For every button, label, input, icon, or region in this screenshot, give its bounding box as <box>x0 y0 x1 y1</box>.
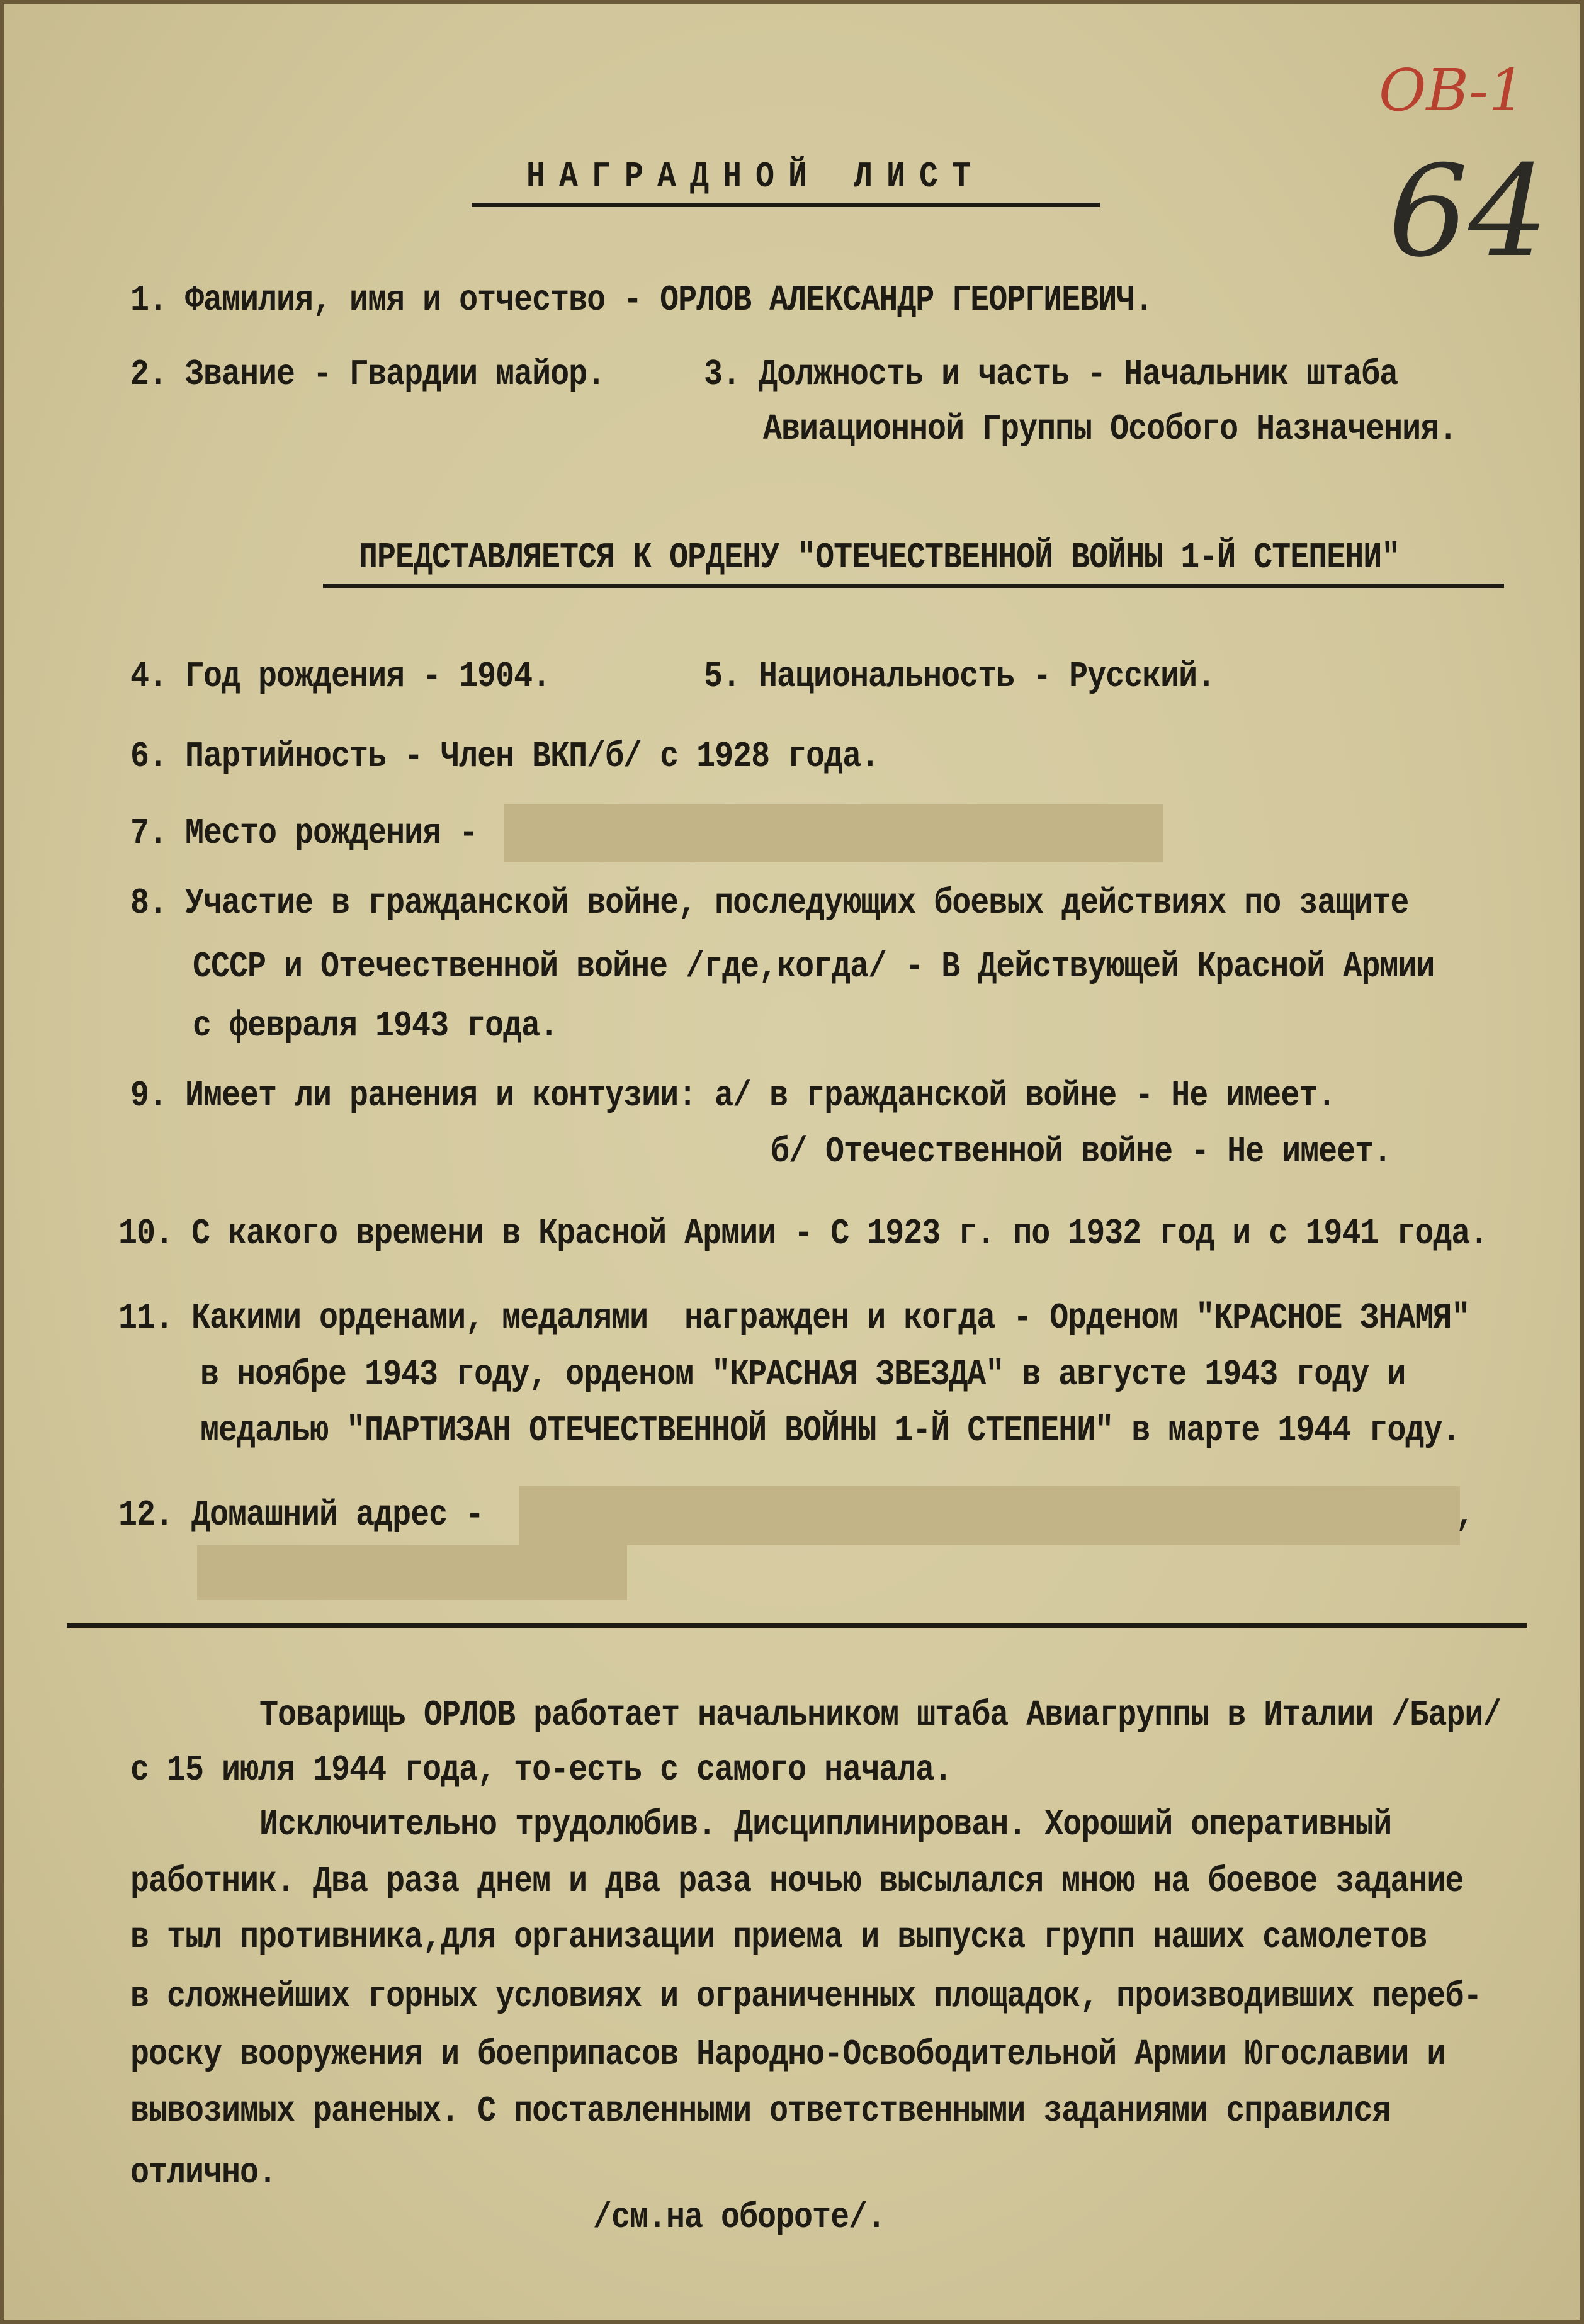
order-underline <box>323 584 1504 588</box>
item-8-line-1: 8. Участие в гражданской войне, последующих боевых действиях по защите <box>130 883 1409 925</box>
item-1-full-name: 1. Фамилия, имя и отчество - ОРЛОВ АЛЕКСАНДР ГЕОРГИЕВИЧ. <box>130 279 1153 322</box>
item-9-line-2: б/ Отечественной войне - Не имеет. <box>771 1131 1392 1173</box>
item-11-line-3: медалью "ПАРТИЗАН ОТЕЧЕСТВЕННОЙ ВОЙНЫ 1-Й СТЕПЕНИ" в марте 1944 году. <box>200 1410 1461 1452</box>
item-11-line-2: в ноябре 1943 году, орденом "КРАСНАЯ ЗВЕЗДА" в августе 1943 году и <box>200 1354 1406 1396</box>
body-line: Товарищь ОРЛОВ работает начальником штаба Авиагруппы в Италии /Бари/ <box>259 1695 1502 1737</box>
item-3-position: 3. Должность и часть - Начальник штаба <box>704 354 1398 396</box>
item-8-line-2: СССР и Отечественной войне /где,когда/ - В Действующей Красной Армии <box>193 946 1435 988</box>
item-3-unit: Авиационной Группы Особого Назначения. <box>763 409 1457 451</box>
item-8-line-3: с февраля 1943 года. <box>193 1005 558 1047</box>
body-line: отлично. <box>130 2152 277 2194</box>
redaction-address-1 <box>519 1486 1460 1545</box>
item-4-birth-year: 4. Год рождения - 1904. <box>130 656 551 698</box>
body-line: вывозимых раненых. С поставленными ответственными заданиями справился <box>130 2090 1391 2133</box>
handwritten-page-number: 64 <box>1388 138 1549 285</box>
item-2-rank: 2. Звание - Гвардии майор. <box>130 354 606 396</box>
award-order-heading: ПРЕДСТАВЛЯЕТСЯ К ОРДЕНУ "ОТЕЧЕСТВЕННОЙ ВОЙНЫ 1-Й СТЕПЕНИ" <box>359 537 1400 579</box>
body-line: Исключительно трудолюбив. Дисциплинирован. Хороший оперативный <box>259 1804 1392 1846</box>
address-comma: , <box>1456 1494 1474 1537</box>
document-title: НАГРАДНОЙ ЛИСТ <box>526 156 985 198</box>
title-underline <box>472 203 1100 207</box>
see-reverse-note: /см.на обороте/. <box>593 2197 886 2239</box>
item-10-service: 10. С какого времени в Красной Армии - С 1923 г. по 1932 год и с 1941 года. <box>118 1213 1488 1255</box>
redaction-birthplace <box>504 804 1163 862</box>
redaction-address-2 <box>197 1545 627 1600</box>
item-7-birthplace: 7. Место рождения - <box>130 813 478 855</box>
item-5-nationality: 5. Национальность - Русский. <box>704 656 1216 698</box>
item-6-party: 6. Партийность - Член ВКП/б/ с 1928 года. <box>130 736 880 778</box>
item-11-line-1: 11. Какими орденами, медалями награжден и когда - Орденом "КРАСНОЕ ЗНАМЯ" <box>118 1297 1470 1340</box>
handwritten-archive-code: ОВ-1 <box>1379 57 1525 124</box>
body-line: с 15 июля 1944 года, то-есть с самого начала. <box>130 1749 953 1791</box>
body-line: роску вооружения и боеприпасов Народно-Освободительной Армии Югославии и <box>130 2034 1445 2076</box>
item-12-address: 12. Домашний адрес - <box>118 1494 484 1537</box>
item-9-line-1: 9. Имеет ли ранения и контузии: а/ в гражданской войне - Не имеет. <box>130 1075 1336 1117</box>
body-line: в тыл противника,для организации приема и выпуска групп наших самолетов <box>130 1917 1427 1959</box>
body-line: в сложнейших горных условиях и ограниченных площадок, производивших переб- <box>130 1976 1482 2018</box>
body-line: работник. Два раза днем и два раза ночью высылался мною на боевое задание <box>130 1861 1464 1903</box>
section-divider <box>67 1623 1527 1628</box>
